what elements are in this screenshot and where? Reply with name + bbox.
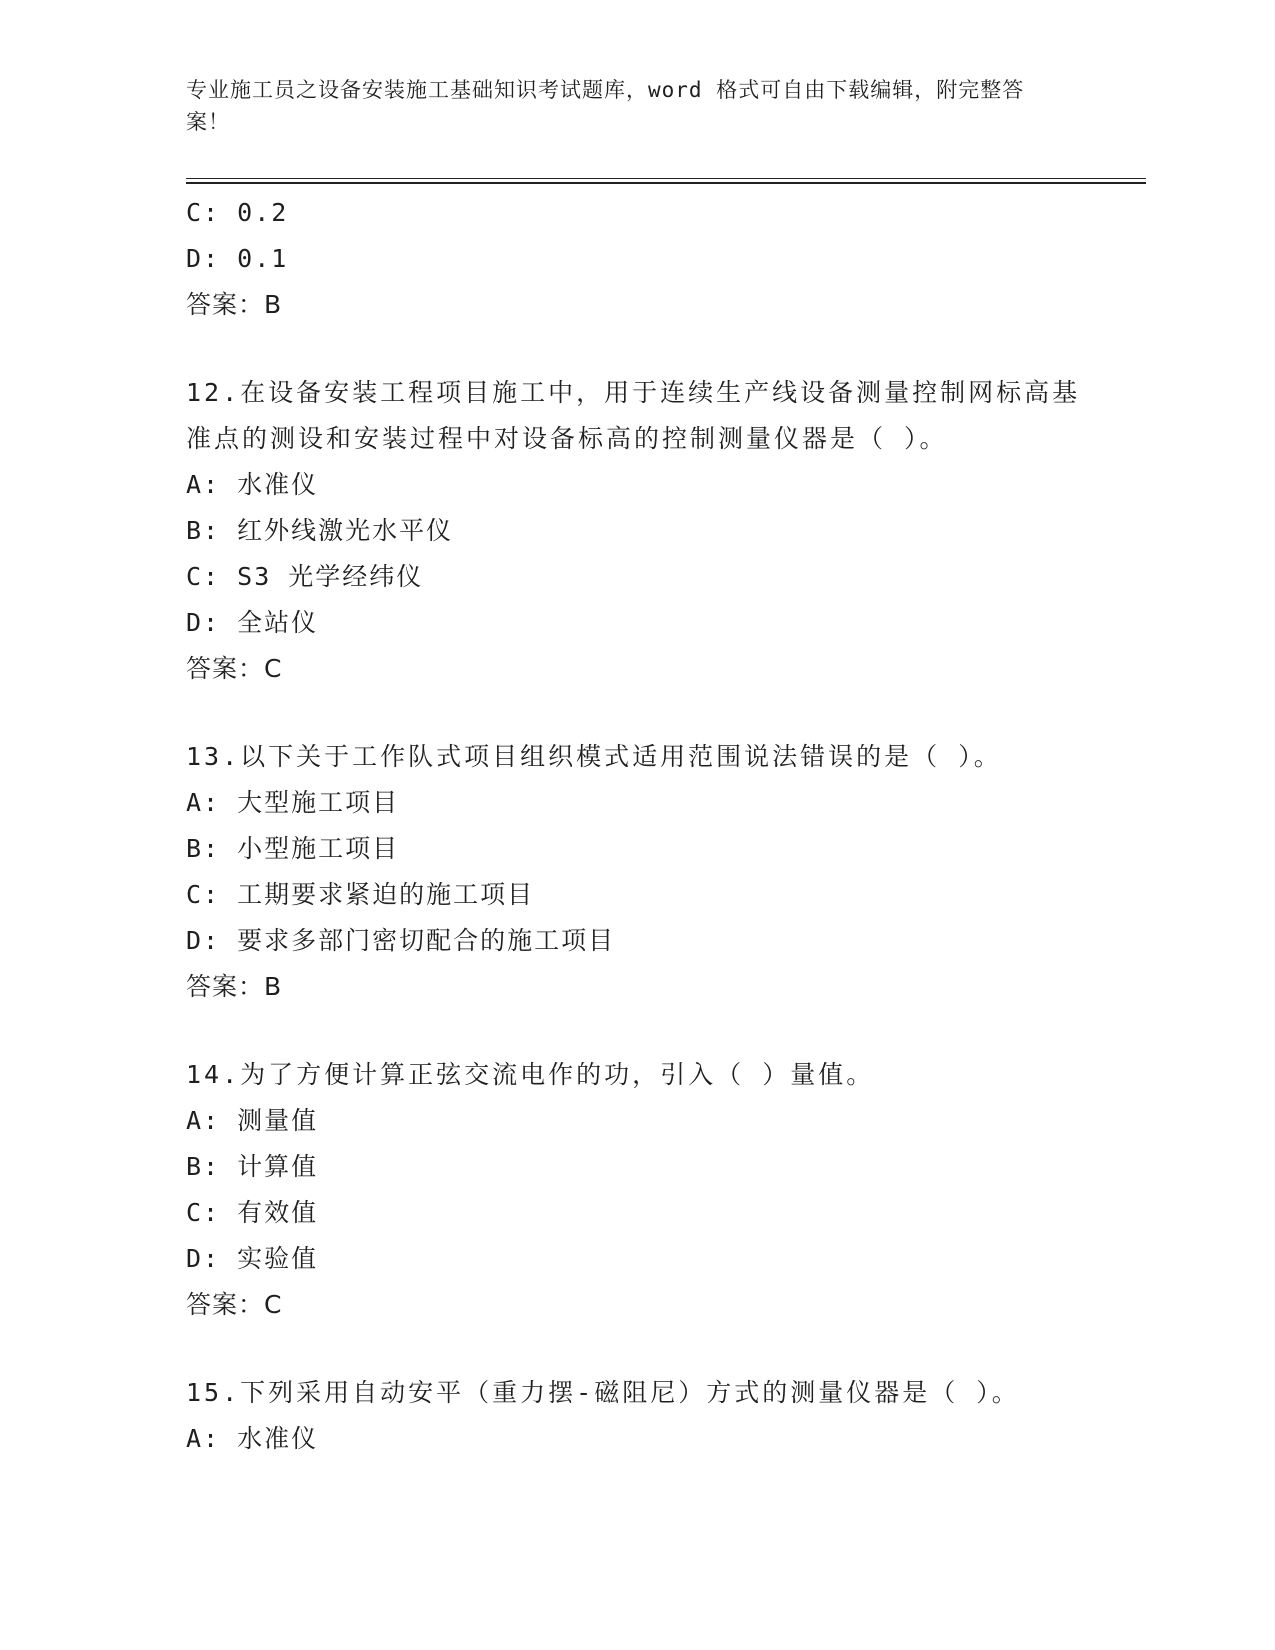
option-c: C: S3 光学经纬仪 xyxy=(186,562,424,591)
question-text: 12.在设备安装工程项目施工中，用于连续生产线设备测量控制网标高基准点的测设和安装过程中对设备标高的控制测量仪器是（ ）。 xyxy=(186,378,1081,453)
option-a: A: 水准仪 xyxy=(186,470,319,499)
answer-line: 答案：C xyxy=(186,1290,283,1319)
answer-line: 答案：C xyxy=(186,654,283,683)
answer-line: 答案：B xyxy=(186,290,283,319)
question-text: 15.下列采用自动安平（重力摆-磁阻尼）方式的测量仪器是（ ）。 xyxy=(186,1378,1020,1407)
option-d: D: 0.1 xyxy=(186,244,289,273)
option-a: A: 测量值 xyxy=(186,1106,319,1135)
header-divider-thick xyxy=(186,182,1146,184)
option-d: D: 要求多部门密切配合的施工项目 xyxy=(186,926,616,955)
option-c: C: 工期要求紧迫的施工项目 xyxy=(186,880,535,909)
option-c: C: 有效值 xyxy=(186,1198,319,1227)
question-list xyxy=(186,190,1086,1462)
option-d: D: 全站仪 xyxy=(186,608,319,637)
option-c: C: 0.2 xyxy=(186,198,289,227)
header-divider-thin xyxy=(186,178,1146,179)
question-text: 14.为了方便计算正弦交流电作的功，引入（ ）量值。 xyxy=(186,1060,875,1089)
option-b: B: 计算值 xyxy=(186,1152,319,1181)
option-d: D: 实验值 xyxy=(186,1244,319,1273)
option-b: B: 小型施工项目 xyxy=(186,834,400,863)
question-text: 13.以下关于工作队式项目组织模式适用范围说法错误的是（ ）。 xyxy=(186,742,1002,771)
header-title: 专业施工员之设备安装施工基础知识考试题库，word 格式可自由下载编辑，附完整答案！ xyxy=(186,78,1025,134)
option-a: A: 大型施工项目 xyxy=(186,788,400,817)
page-header xyxy=(186,74,1066,138)
option-a: A: 水准仪 xyxy=(186,1424,319,1453)
answer-line: 答案：B xyxy=(186,972,283,1001)
option-b: B: 红外线激光水平仪 xyxy=(186,516,454,545)
